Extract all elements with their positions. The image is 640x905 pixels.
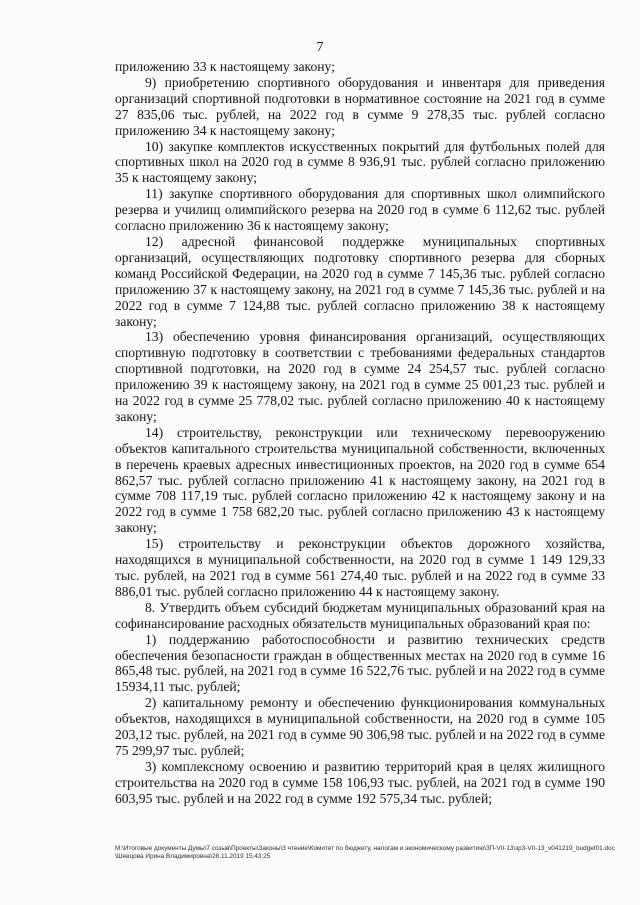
paragraph: 12) адресной финансовой поддержке муниципальных спортивных организаций, осуществляющих подготовку спортивного резерва для сборных команд Российской Федерации, на 2020 год в сумме 7 145,36 тыс. рублей согласно приложению 37 к настоящему закону, на 2021 год в сумме 7 145,36 тыс. рублей и на 2022 год в сумме 7 124,88 тыс. рублей согласно приложению 38 к настоящему закону;	[115, 233, 605, 329]
paragraph: 15) строительству и реконструкции объектов дорожного хозяйства, находящихся в муниципальной собственности, на 2020 год в сумме 1 149 129,33 тыс. рублей, на 2021 год в сумме 561 274,40 тыс. рублей и на 2022 год в сумме 33 886,01 тыс. рублей согласно приложению 44 к настоящему закону.	[115, 536, 605, 599]
paragraph: 3) комплексному освоению и развитию территорий края в целях жилищного строительства на 2020 год в сумме 158 106,93 тыс. рублей, на 2021 год в сумме 190 603,95 тыс. рублей и на 2022 год в сумме 192 575,34 тыс. рублей;	[115, 758, 605, 806]
document-body	[115, 59, 605, 807]
file-path-footer: М:\Итоговые документы Думы\7 созыв\Проекты\Законы\3 чтение\Комитет по бюджету, налогам и экономическому развитию\ЗП-VII-13\зр3-VII-13_v041219_budget01.doc\Шевцова Ирина Владимировна\28.11.2019 15:43:25	[115, 845, 615, 861]
paragraph: 9) приобретению спортивного оборудования и инвентаря для приведения организаций спортивной подготовки в нормативное состояние на 2021 год в сумме 27 835,06 тыс. рублей, на 2022 год в сумме 9 278,35 тыс. рублей согласно приложению 34 к настоящему закону;	[115, 74, 605, 138]
paragraph: 1) поддержанию работоспособности и развитию технических средств обеспечения безопасности граждан в общественных местах на 2020 год в сумме 16 865,48 тыс. рублей, на 2021 год в сумме 16 522,76 тыс. рублей и на 2022 год в сумме 15934,11 тыс. рублей;	[115, 631, 605, 695]
page-number: 7	[316, 40, 324, 55]
paragraph: 13) обеспечению уровня финансирования организаций, осуществляющих спортивную подготовку в соответствии с требованиями федеральных стандартов спортивной подготовки, на 2020 год в сумме 24 254,57 тыс. рублей согласно приложению 39 к настоящему закону, на 2021 год в сумме 25 001,23 тыс. рублей и на 2022 год в сумме 25 778,02 тыс. рублей согласно приложению 40 к настоящему закону;	[115, 329, 605, 424]
paragraph: 8. Утвердить объем субсидий бюджетам муниципальных образований края на софинансирование расходных обязательств муниципальных образований края по:	[115, 599, 605, 631]
paragraph: 14) строительству, реконструкции или техническому перевооружению объектов капитального строительства муниципальной собственности, включенных в перечень краевых адресных инвестиционных проектов, на 2020 год в сумме 654 862,57 тыс. рублей согласно приложению 41 к настоящему закону, на 2021 год в сумме 708 117,19 тыс. рублей согласно приложению 42 к настоящему закону и на 2022 год в сумме 1 758 682,20 тыс. рублей согласно приложению 43 к настоящему закону;	[115, 424, 605, 536]
paragraph: 10) закупке комплектов искусственных покрытий для футбольных полей для спортивных школ на 2020 год в сумме 8 936,91 тыс. рублей согласно приложению 35 к настоящему закону;	[115, 138, 605, 186]
paragraph: 11) закупке спортивного оборудования для спортивных школ олимпийского резерва и училищ олимпийского резерва на 2020 год в сумме 6 112,62 тыс. рублей согласно приложению 36 к настоящему закону;	[115, 186, 605, 234]
paragraph: 2) капитальному ремонту и обеспечению функционирования коммунальных объектов, находящихся в муниципальной собственности, на 2020 год в сумме 105 203,12 тыс. рублей, на 2021 год в сумме 90 306,98 тыс. рублей и на 2022 год в сумме 75 299,97 тыс. рублей;	[115, 695, 605, 758]
paragraph: приложению 33 к настоящему закону;	[115, 59, 335, 74]
